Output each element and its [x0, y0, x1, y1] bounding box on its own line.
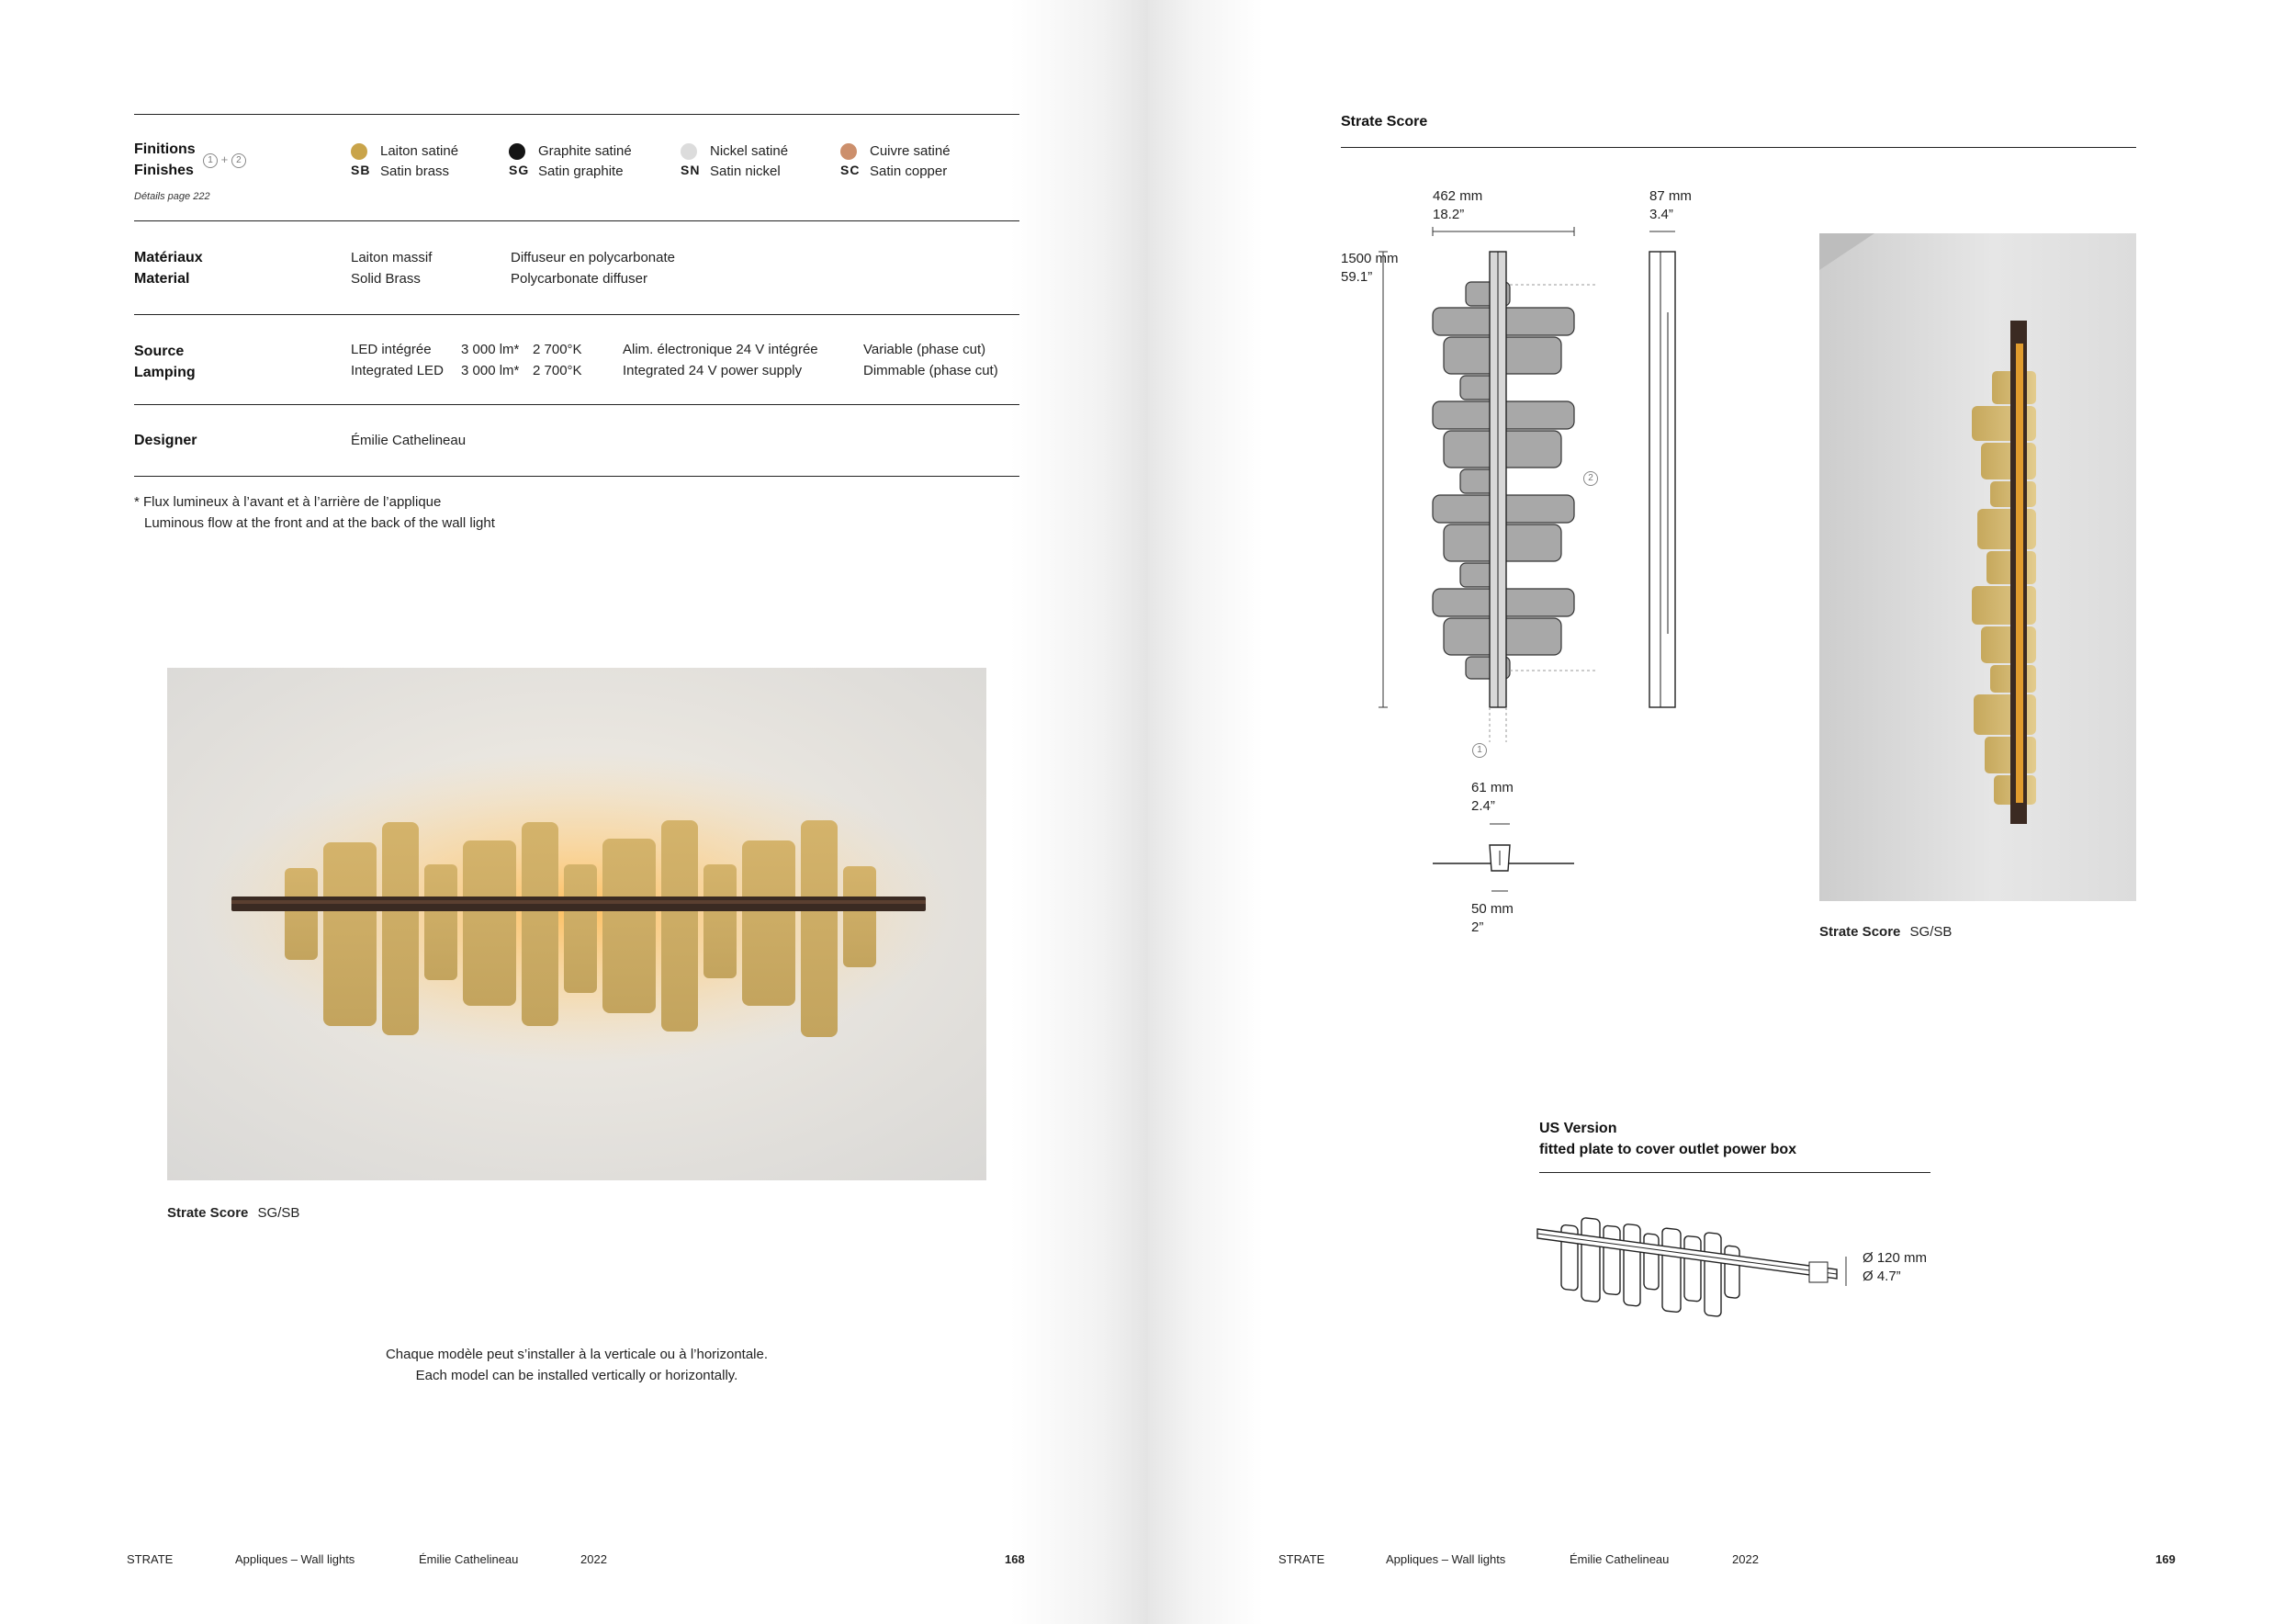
marker-1: 1: [203, 153, 218, 168]
us-version-subtitle: fitted plate to cover outlet power box: [1539, 1142, 1797, 1157]
finish-name-fr: Cuivre satiné: [870, 143, 951, 159]
vertical-lamp-image: [1819, 233, 2136, 901]
us-version-title: US Version: [1539, 1121, 1617, 1136]
material-label-fr: Matériaux: [134, 250, 203, 265]
finish-code: SB: [351, 163, 371, 177]
material-value: Solid Brass: [351, 271, 421, 287]
install-note-fr: Chaque modèle peut s’installer à la verticale ou à l’horizontale.: [385, 1347, 769, 1362]
swatch-satin-brass: [351, 143, 367, 160]
footer-category: Appliques – Wall lights: [235, 1552, 355, 1566]
install-note-en: Each model can be installed vertically or horizontally.: [415, 1368, 738, 1383]
finish-name-en: Satin nickel: [710, 164, 781, 179]
dim-bar-mm: 61 mm: [1471, 780, 1514, 795]
dim-height-in: 59.1”: [1341, 269, 1373, 285]
photo-caption: [167, 1203, 299, 1224]
divider: [134, 476, 1019, 477]
finish-note-markers: [203, 152, 246, 168]
source-dimming: Dimmable (phase cut): [863, 363, 998, 378]
finish-code: SG: [509, 163, 530, 177]
dim-depth-mm: 87 mm: [1649, 188, 1692, 204]
footer-year: 2022: [1732, 1552, 1759, 1566]
dim-height-mm: 1500 mm: [1341, 251, 1399, 266]
divider: [134, 404, 1019, 405]
footer-designer: Émilie Cathelineau: [1570, 1552, 1670, 1566]
dim-width-in: 18.2”: [1433, 207, 1465, 222]
finish-name-fr: Graphite satiné: [538, 143, 632, 159]
footer-brand: STRATE: [1278, 1552, 1325, 1566]
swatch-satin-copper: [840, 143, 857, 160]
marker-2: 2: [1583, 470, 1598, 487]
technical-drawing: [1332, 220, 1717, 937]
caption-code: SG/SB: [1909, 924, 1953, 940]
caption-code: SG/SB: [257, 1205, 300, 1221]
material-value: Polycarbonate diffuser: [511, 271, 647, 287]
section-title: Strate Score: [1341, 114, 1428, 130]
swatch-satin-nickel: [681, 143, 697, 160]
us-diameter-mm: Ø 120 mm: [1863, 1250, 1928, 1266]
divider: [1341, 147, 2136, 148]
page-number: 168: [1005, 1552, 1025, 1566]
material-value: Laiton massif: [351, 250, 433, 265]
finishes-label-fr: Finitions: [134, 141, 196, 157]
finish-options: [351, 141, 1086, 187]
source-label-fr: Source: [134, 344, 185, 359]
footnote-en: Luminous flow at the front and at the back of the wall light: [144, 515, 495, 531]
designer-name: Émilie Cathelineau: [351, 433, 467, 448]
source-led: LED intégrée: [351, 342, 432, 357]
footer-category: Appliques – Wall lights: [1386, 1552, 1506, 1566]
finish-code: SN: [681, 163, 701, 177]
finishes-details-ref: Détails page 222: [134, 191, 210, 202]
dim-depth-in: 3.4”: [1649, 207, 1673, 222]
footer-brand: STRATE: [127, 1552, 174, 1566]
dim-width-mm: 462 mm: [1433, 188, 1483, 204]
footnote-fr: * Flux lumineux à l’avant et à l’arrière de l’applique: [134, 494, 442, 510]
source-dimming: Variable (phase cut): [863, 342, 986, 357]
finish-name-en: Satin brass: [380, 164, 450, 179]
source-lumen: 3 000 lm*: [461, 363, 520, 378]
source-power: Integrated 24 V power supply: [623, 363, 803, 378]
us-diameter-in: Ø 4.7”: [1863, 1269, 1901, 1284]
footer-designer: Émilie Cathelineau: [419, 1552, 519, 1566]
material-value: Diffuseur en polycarbonate: [511, 250, 676, 265]
divider: [134, 220, 1019, 221]
source-power: Alim. électronique 24 V intégrée: [623, 342, 818, 357]
photo-caption: [1819, 922, 1952, 942]
dim-base-in: 2”: [1471, 919, 1484, 935]
finish-name-en: Satin graphite: [538, 164, 624, 179]
marker-2: 2: [231, 153, 246, 168]
material-label-en: Material: [134, 271, 190, 287]
swatch-satin-graphite: [509, 143, 525, 160]
designer-label: Designer: [134, 433, 197, 448]
divider: [134, 314, 1019, 315]
source-label-en: Lamping: [134, 365, 196, 380]
finish-code: SC: [840, 163, 861, 177]
product-photo-vertical: [1819, 233, 2136, 901]
horizontal-lamp-image: [167, 668, 986, 1180]
marker-1: 1: [1472, 742, 1487, 759]
right-page: [1148, 0, 2296, 1624]
divider: [1539, 1172, 1930, 1173]
divider: [134, 114, 1019, 115]
us-version-drawing: [1534, 1194, 1883, 1341]
source-temp: 2 700°K: [533, 342, 582, 357]
finish-name-fr: Nickel satiné: [710, 143, 789, 159]
page-number: 169: [2155, 1552, 2176, 1566]
product-photo-horizontal: [167, 668, 986, 1180]
source-lumen: 3 000 lm*: [461, 342, 520, 357]
finish-name-en: Satin copper: [870, 164, 948, 179]
marker-plus: +: [220, 152, 229, 166]
source-led: Integrated LED: [351, 363, 444, 378]
footer-year: 2022: [580, 1552, 607, 1566]
caption-name: Strate Score: [167, 1205, 249, 1221]
caption-name: Strate Score: [1819, 924, 1901, 940]
finish-name-fr: Laiton satiné: [380, 143, 459, 159]
dim-base-mm: 50 mm: [1471, 901, 1514, 917]
dim-bar-in: 2.4”: [1471, 798, 1495, 814]
finishes-label-en: Finishes: [134, 163, 194, 178]
source-temp: 2 700°K: [533, 363, 582, 378]
